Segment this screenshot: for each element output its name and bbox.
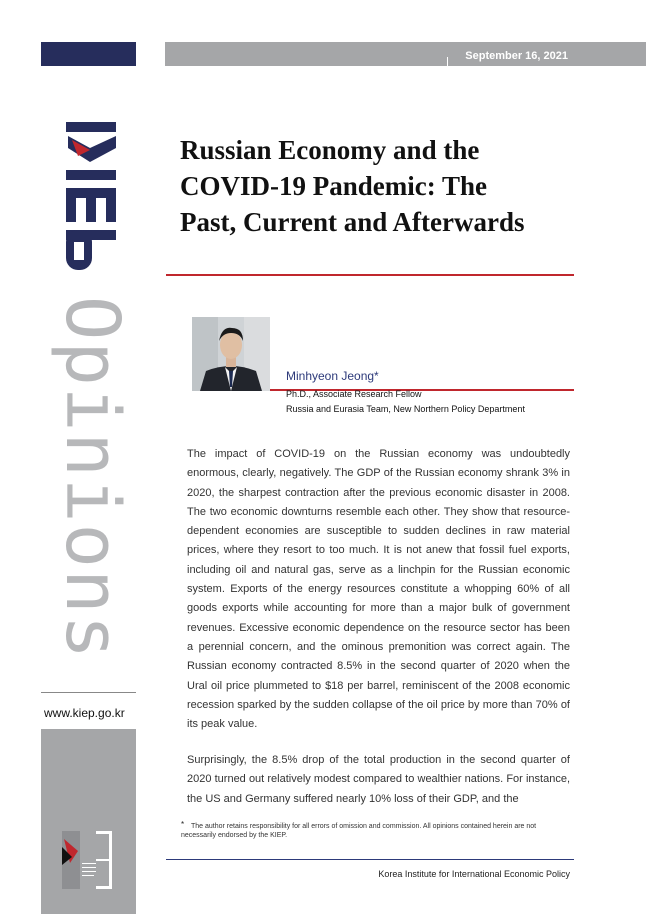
author-name: Minhyeon Jeong* <box>286 369 379 383</box>
body-paragraph-2: Surprisingly, the 8.5% drop of the total production in the second quarter of 2020 turned out relatively modest compared to wealthier nations. For instance, the US and Germany suffered nearly 10% loss of their GDP, and the <box>187 754 570 805</box>
article-title <box>180 132 600 240</box>
footnote <box>181 822 573 840</box>
header-gray-bar <box>165 42 646 66</box>
title-line-2: COVID-19 Pandemic: The <box>180 171 487 201</box>
website-url[interactable]: www.kiep.go.kr <box>44 706 125 720</box>
kiep-small-logo <box>58 829 118 891</box>
title-divider <box>166 274 574 276</box>
title-line-1: Russian Economy and the <box>180 135 480 165</box>
publication-date: September 16, 2021 <box>465 50 568 62</box>
footnote-text: The author retains responsibility for all errors of omission and commission. All opinions contained herein are not necessarily endorsed by the KIEP. <box>181 823 537 839</box>
footer-divider <box>166 859 574 860</box>
footnote-mark: * <box>181 820 185 829</box>
sidebar-divider <box>41 692 136 693</box>
author-photo <box>192 317 270 391</box>
header-navy-bar <box>41 42 136 66</box>
date-divider <box>447 57 448 66</box>
author-position: Ph.D., Associate Research Fellow <box>286 389 422 399</box>
kiep-logo <box>60 118 120 278</box>
opinions-vertical-wordmark: Opinions <box>49 295 135 661</box>
footer-organization: Korea Institute for International Economic Policy <box>378 869 570 879</box>
title-line-3: Past, Current and Afterwards <box>180 207 525 237</box>
kiep-logo-k-arms <box>68 136 116 162</box>
author-department: Russia and Eurasia Team, New Northern Policy Department <box>286 404 525 414</box>
kiep-logo-k-stem <box>66 122 116 132</box>
body-paragraph-1: The impact of COVID-19 on the Russian economy was undoubtedly enormous, clearly, negatively. The GDP of the Russian economy shrank 3% in 2020, the sharpest contraction after the previous economic disaster in 2008. The two economic downturns resemble each other. They show that resource-dependent economies are susceptible to sudden declines in raw material prices, where they resort to too much. It is not anew that fossil fuel exports, including oil and natural gas, serve as a linchpin for the Russian economic system. Exports of the energy resources constitute a whopping 60% of all goods exports while accounting for more than a major bulk of government revenues. Excessive economic dependence on the resource sector has been a perennial concern, and the ominous premonition was correct again. The Russian economy contracted 8.5% in the second quarter of 2020 when the Ural oil price plummeted to $18 per barrel, reminiscent of the 2008 economic recession sparked by the sudden collapse of the oil price by more than 70% of its peak value. <box>187 448 570 731</box>
kiep-logo-i <box>66 170 116 180</box>
